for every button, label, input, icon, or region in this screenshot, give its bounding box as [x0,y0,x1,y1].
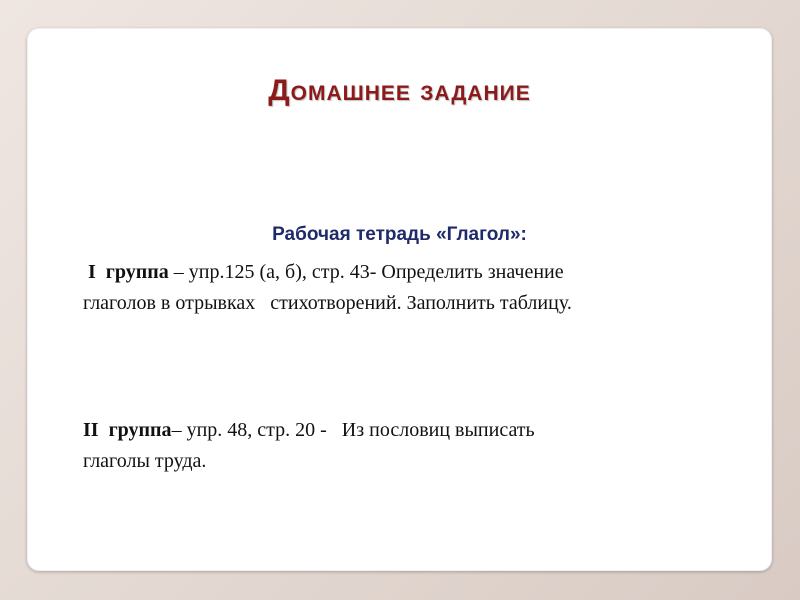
task-group-1-label: I группа [83,261,169,283]
task-group-1-text-line-1: – упр.125 (а, б), стр. 43- Определить значение [168,261,564,283]
task-group-2-line-1 [83,415,743,446]
task-group-2-text-line-2: глаголы труда. [83,450,207,472]
task-group-1-line-1 [83,257,743,288]
slide-card [27,28,772,571]
task-group-2-text-line-1: – упр. 48, стр. 20 - Из пословиц выписать [171,419,535,441]
workbook-subtitle: Рабочая тетрадь «Глагол»: [272,224,527,245]
task-group-1-text-line-2: глаголов в отрывках стихотворений. Заполнить таблицу. [83,292,572,314]
task-group-2 [83,415,743,477]
task-group-2-label: II группа [83,419,172,441]
slide-title: Домашнее задание [268,74,531,107]
task-group-1 [83,257,743,319]
